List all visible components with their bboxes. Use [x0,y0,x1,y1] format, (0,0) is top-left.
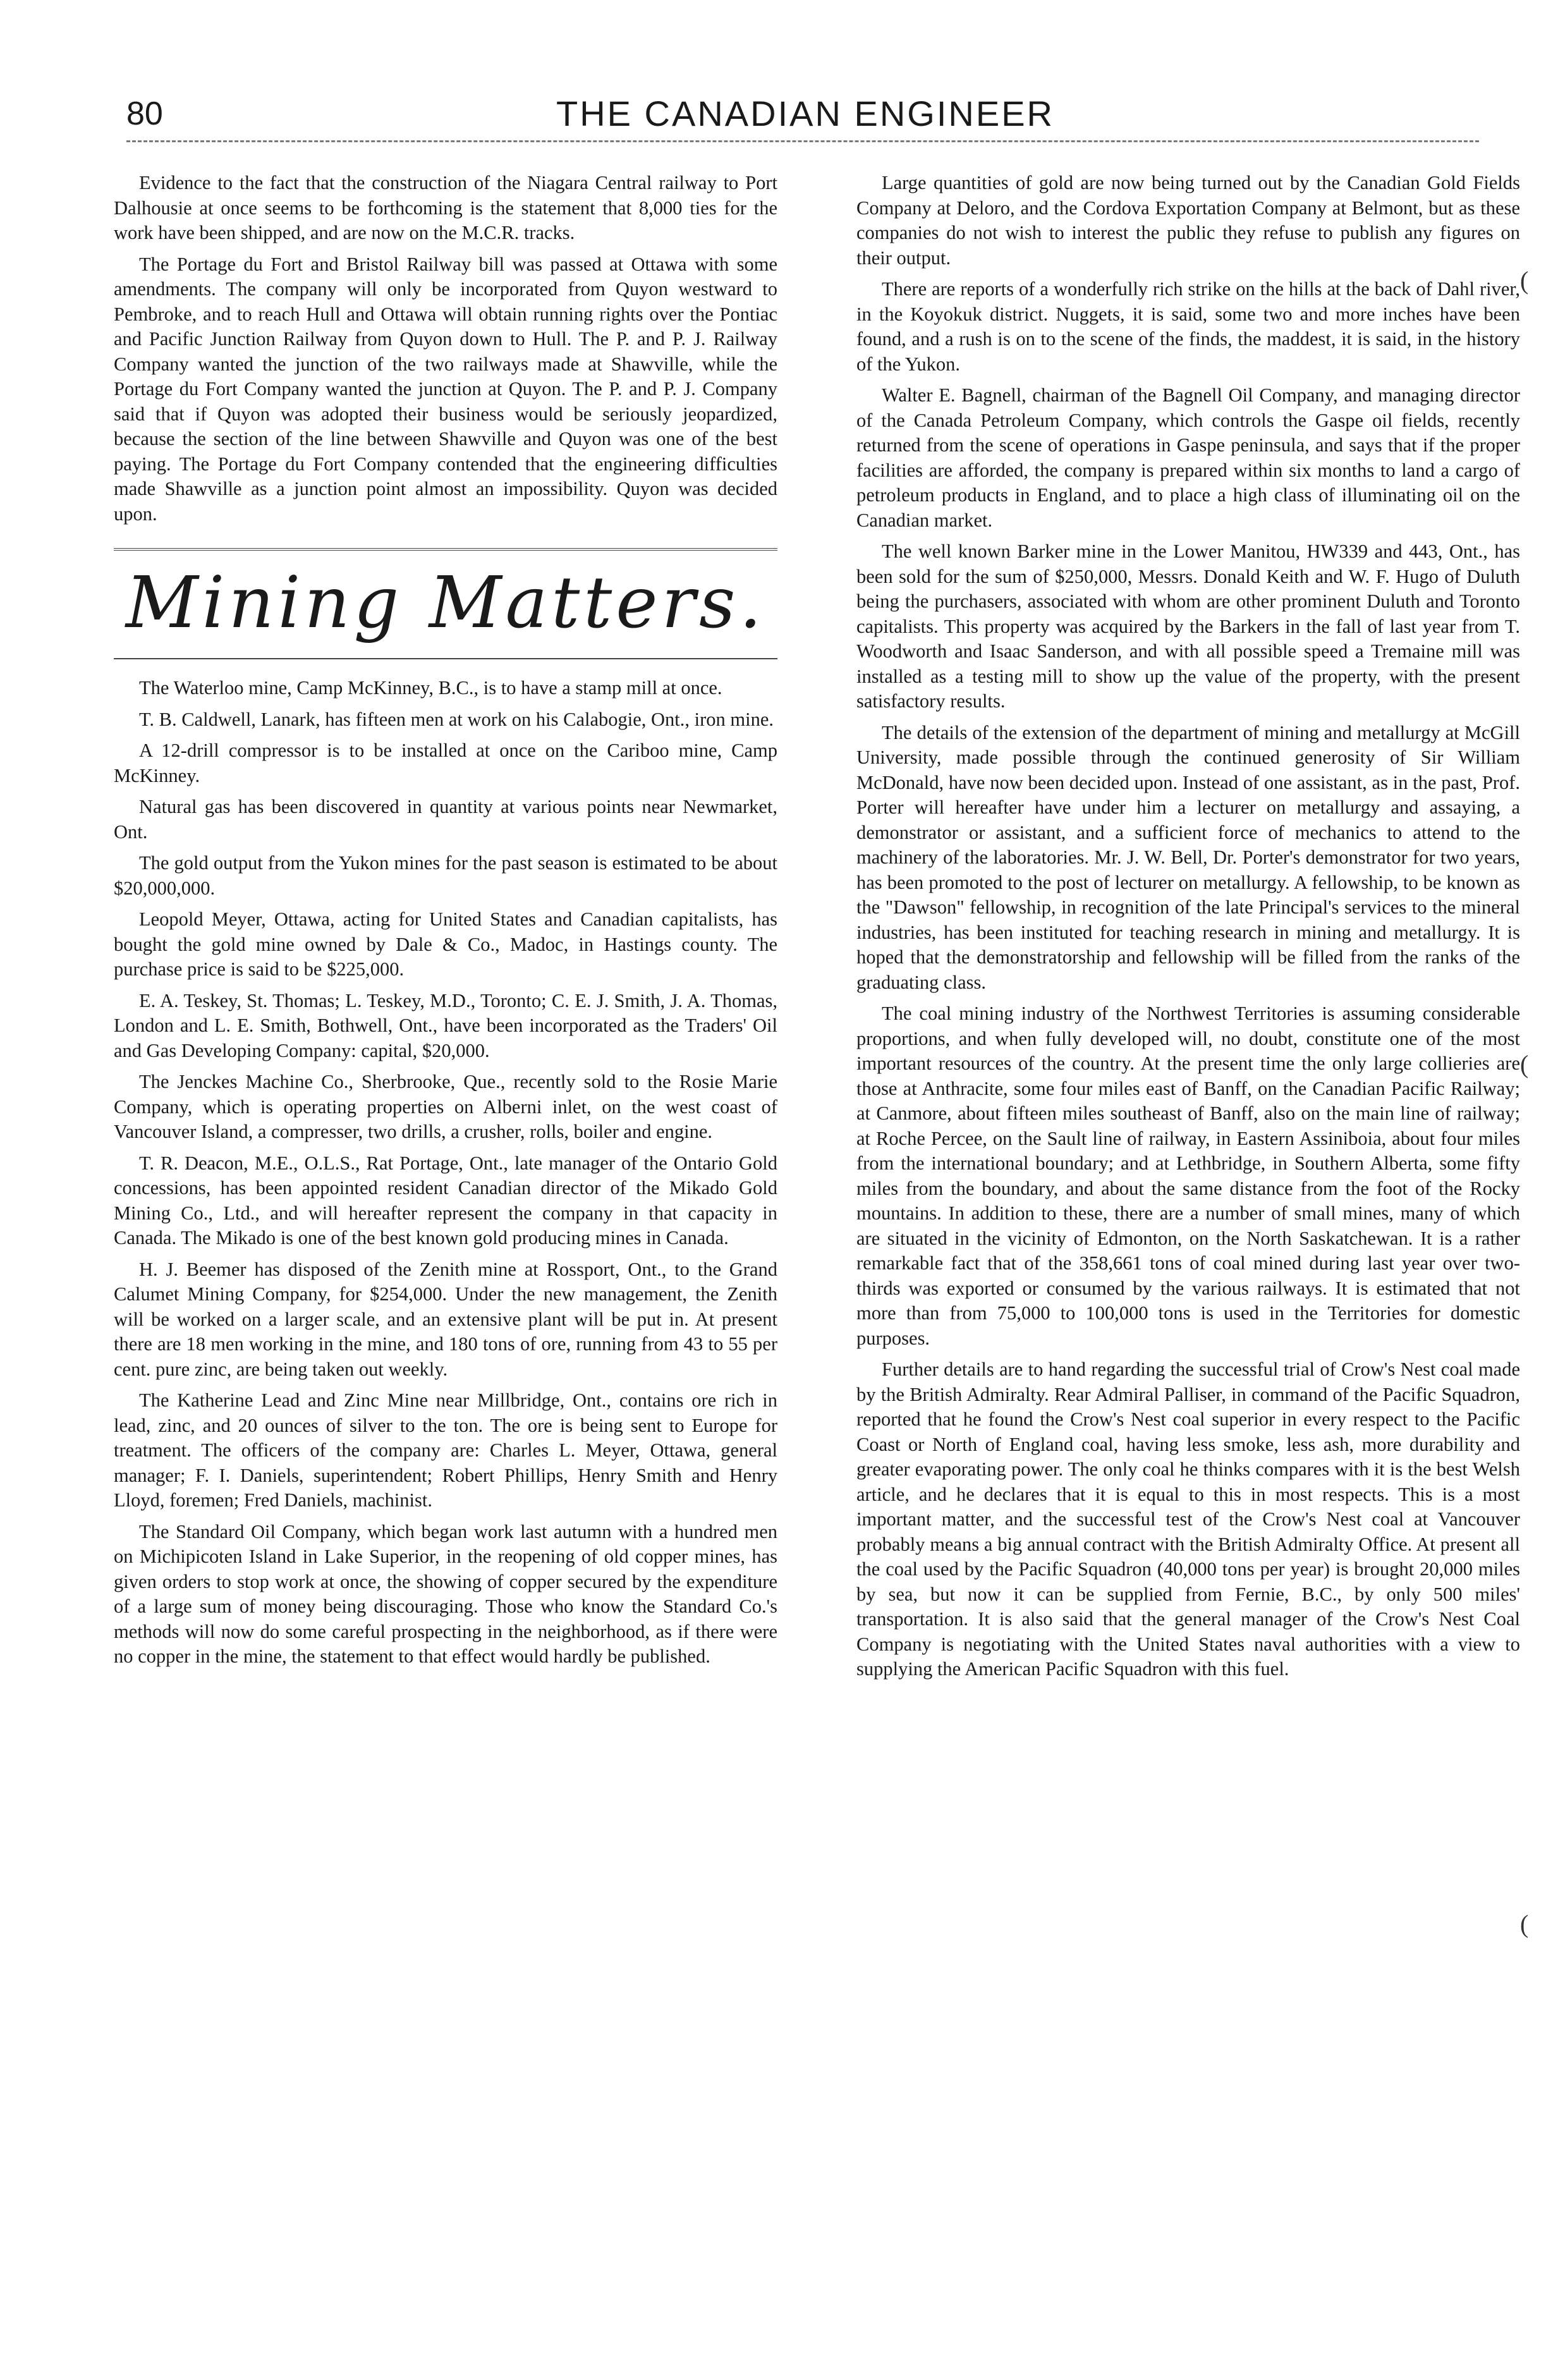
news-item: The details of the extension of the department of mining and metallurgy at McGill University, made possible through the continued generosity of Sir William McDonald, have now been decided upon. Instead of one assistant, as in the past, Prof. Porter will hereafter have under him a lecturer on metallurgy and assaying, a demonstrator or assistant, and a sufficient force of mechanics to attend to the machinery of the laboratories. Mr. J. W. Bell, Dr. Porter's demonstrator for two years, has been promoted to the post of lecturer on metallurgy. A fellowship, to be known as the "Dawson" fellowship, in recognition of the late Principal's services to the mineral industries, has been instituted for teaching research in mining and metallurgy. It is hoped that the demonstratorship and fellowship will be filled from the ranks of the graduating class. [856,721,1520,993]
news-item: T. R. Deacon, M.E., O.L.S., Rat Portage, Ont., late manager of the Ontario Gold concessions, has been appointed resident Canadian director of the Mikado Gold Mining Co., Ltd., and will hereafter represent the company in that capacity in Canada. The Mikado is one of the best known gold producing mines in Canada. [114,1152,777,1248]
running-head: THE CANADIAN ENGINEER [556,94,1054,133]
news-item: Walter E. Bagnell, chairman of the Bagnell Oil Company, and managing director of the Canada Petroleum Company, which controls the Gaspe oil fields, recently returned from the scene of operations in Gaspe peninsula, and says that if the proper facilities are afforded, the company is prepared within six months to land a cargo of petroleum products in England, and to place a high class of illuminating oil on the Canadian market. [856,384,1520,531]
page-number: 80 [126,95,163,132]
header-rule [126,140,1479,142]
news-item: E. A. Teskey, St. Thomas; L. Teskey, M.D., Toronto; C. E. J. Smith, J. A. Thomas, London and L. E. Smith, Bothwell, Ont., have been incorporated as the Traders' Oil and Gas Developing Company: capital, $20,000. [114,989,777,1061]
margin-mark: ( [1520,1050,1529,1078]
section-divider [114,548,777,551]
section-divider [114,658,777,659]
section-heading: Mining Matters. [125,562,766,644]
news-item: The coal mining industry of the Northwest Territories is assuming considerable proportions, and when fully developed will, no doubt, constitute one of the most important resources of the country. At the present time the only large collieries are those at Anthracite, some four miles east of Banff, on the Canadian Pacific Railway; at Canmore, about fifteen miles southeast of Banff, also on the main line of railway; at Roche Percee, on the Sault line of railway, in Eastern Assiniboia, about four miles from the international boundary; and at Lethbridge, in Southern Alberta, some fifty miles from the boundary, and about the same distance from the foot of the Rocky mountains. In addition to these, there are a number of small mines, many of which are situated in the vicinity of Edmonton, on the North Saskatchewan. It is a rather remarkable fact that of the 358,661 tons of coal mined during last year over two-thirds was exported or consumed by the various railways. It is estimated that not more than from 75,000 to 100,000 tons is used in the Territories for domestic purposes. [856,1003,1520,1349]
news-item: The gold output from the Yukon mines for the past season is estimated to be about $20,000,000. [114,852,777,899]
news-item: Natural gas has been discovered in quantity at various points near Newmarket, Ont. [114,796,777,843]
news-item: Further details are to hand regarding the successful trial of Crow's Nest coal made by the British Admiralty. Rear Admiral Palliser, in command of the Pacific Squadron, reported that he found the Crow's Nest coal superior in every respect to the Pacific Coast or North of England coal, having less smoke, less ash, more durability and greater evaporating power. The only coal he thinks compares with it is the best Welsh article, and he declares that it is equal to this in most respects. This is a most important matter, and the successful test of the Crow's Nest coal at Vancouver probably means a big annual contract with the British Admiralty Office. At present all the coal used by the Pacific Squadron (40,000 tons per year) is brought 20,000 miles by sea, but now it can be supplied from Fernie, B.C., by only 500 miles' transportation. It is also said that the general manager of the Crow's Nest Coal Company is negotiating with the United States naval authorities with a view to supplying the American Pacific Squadron with this fuel. [856,1358,1520,1680]
right-column [856,171,1520,1688]
news-item: Leopold Meyer, Ottawa, acting for United States and Canadian capitalists, has bought the gold mine owned by Dale & Co., Madoc, in Hastings county. The purchase price is said to be $225,000. [114,908,777,980]
news-item: The Jenckes Machine Co., Sherbrooke, Que., recently sold to the Rosie Marie Company, which is operating properties on Alberni inlet, on the west coast of Vancouver Island, a compresser, two drills, a crusher, rolls, boiler and engine. [114,1071,777,1142]
margin-mark: ( [1520,1910,1529,1938]
article-paragraph: The Portage du Fort and Bristol Railway bill was passed at Ottawa with some amendments. The company will only be incorporated from Quyon westward to Pembroke, and to reach Hull and Ottawa will obtain running rights over the Pontiac and Pacific Junction Railway from Quyon down to Hull. The P. and P. J. Railway Company wanted the junction of the two railways made at Shawville, while the Portage du Fort Company wanted the junction at Quyon. The P. and P. J. Company said that if Quyon was adopted their business would be seriously jeopardized, because the section of the line between Shawville and Quyon was one of the best paying. The Portage du Fort Company contended that the engineering difficulties made Shawville as a junction point almost an impossibility. Quyon was decided upon. [114,253,777,525]
margin-mark: ( [1520,266,1529,295]
news-item: The Waterloo mine, Camp McKinney, B.C., is to have a stamp mill at once. [139,677,722,699]
news-item: The Katherine Lead and Zinc Mine near Millbridge, Ont., contains ore rich in lead, zinc, and 20 ounces of silver to the ton. The ore is being sent to Europe for treatment. The officers of the company are: Charles L. Meyer, Ottawa, general manager; F. I. Daniels, superintendent; Robert Phillips, Henry Smith and Henry Lloyd, foremen; Fred Daniels, machinist. [114,1389,777,1511]
news-item: There are reports of a wonderfully rich strike on the hills at the back of Dahl river, in the Koyokuk district. Nuggets, it is said, some two and more inches have been found, and a rush is on to the scene of the finds, the maddest, it is said, in the history of the Yukon. [856,278,1520,375]
article-paragraph: Evidence to the fact that the construction of the Niagara Central railway to Port Dalhousie at once seems to be forthcoming is the statement that 8,000 ties for the work have been shipped, and are now on the M.C.R. tracks. [114,172,777,243]
left-column [114,171,777,1676]
news-item: A 12-drill compressor is to be installed at once on the Cariboo mine, Camp McKinney. [114,740,777,786]
news-item: The well known Barker mine in the Lower Manitou, HW339 and 443, Ont., has been sold for the sum of $250,000, Messrs. Donald Keith and W. F. Hugo of Duluth being the purchasers, associated with whom are other prominent Duluth and Toronto capitalists. This property was acquired by the Barkers in the fall of last year from T. Woodworth and Isaac Sanderson, and with all possible speed a Tremaine mill was installed as a testing mill to show up the value of the property, with the present satisfactory results. [856,540,1520,712]
news-item: T. B. Caldwell, Lanark, has fifteen men at work on his Calabogie, Ont., iron mine. [139,708,774,730]
news-item: Large quantities of gold are now being turned out by the Canadian Gold Fields Company at Deloro, and the Cordova Exportation Company at Belmont, but as these companies do not wish to interest the public they refuse to publish any figures on their output. [856,172,1520,269]
news-item: H. J. Beemer has disposed of the Zenith mine at Rossport, Ont., to the Grand Calumet Mining Company, for $254,000. Under the new management, the Zenith will be worked on a larger scale, and an extensive plant will be put in. At present there are 18 men working in the mine, and 180 tons of ore, running from 43 to 55 per cent. pure zinc, are being taken out weekly. [114,1258,777,1380]
news-item: The Standard Oil Company, which began work last autumn with a hundred men on Michipicoten Island in Lake Superior, in the reopening of old copper mines, has given orders to stop work at once, the showing of copper secured by the expenditure of a large sum of money being discouraging. Those who know the Standard Co.'s methods will now do some careful prospecting in the neighborhood, as if there were no copper in the mine, the statement to that effect would hardly be published. [114,1520,777,1667]
